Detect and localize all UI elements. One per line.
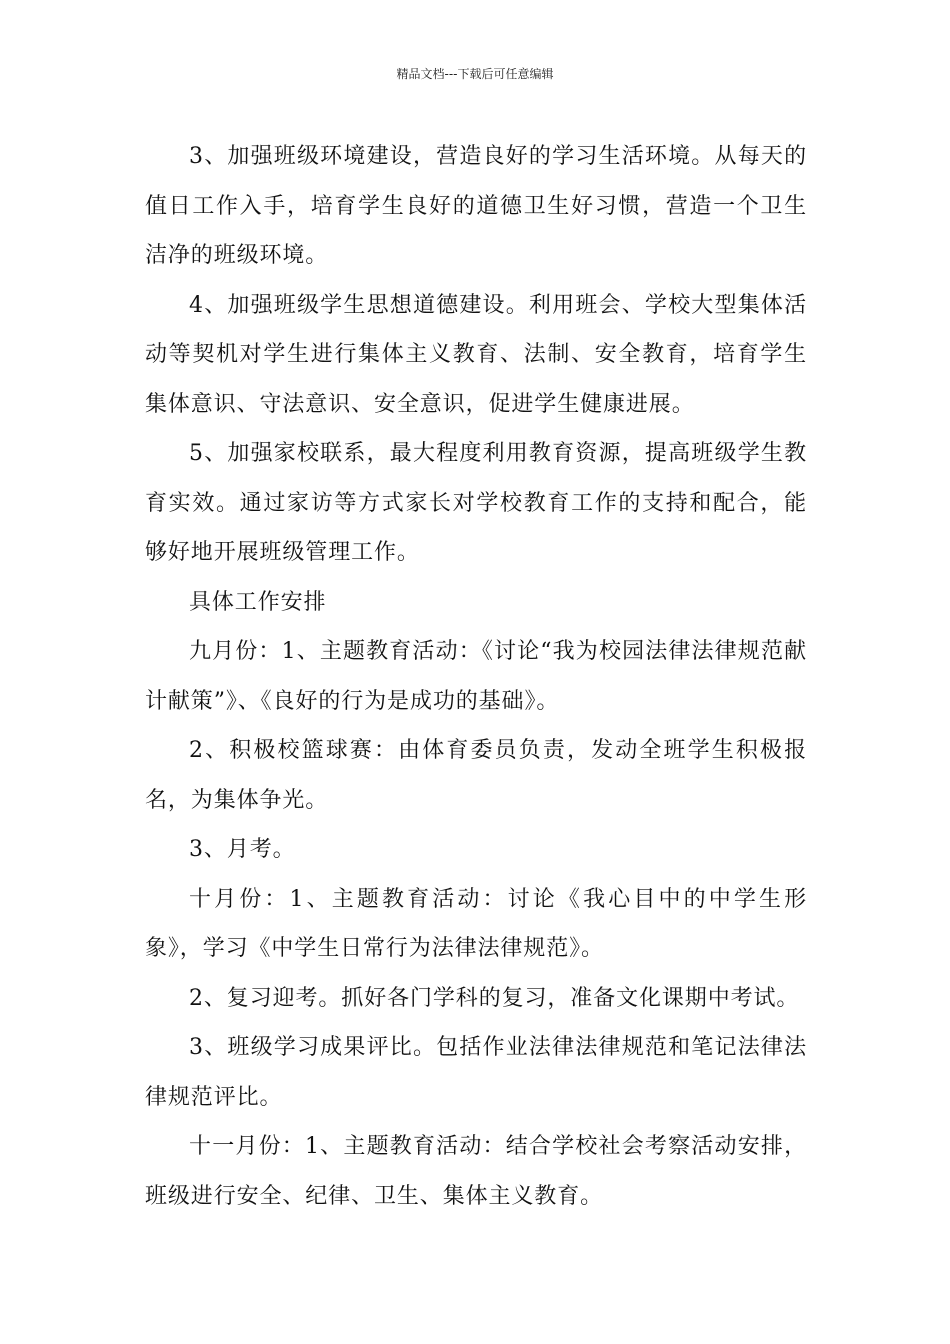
paragraph-october-2: 2、复习迎考。抓好各门学科的复习，准备文化课期中考试。 <box>189 985 800 1011</box>
paragraph-october: 十月份：1、主题教育活动：讨论《我心目中的中学生形象》，学习《中学生日常行为法律法律规范》。 <box>145 886 807 961</box>
paragraph-item-3: 3、加强班级环境建设，营造良好的学习生活环境。从每天的值日工作入手，培育学生良好的道德卫生好习惯，营造一个卫生洁净的班级环境。 <box>145 144 807 268</box>
document-body <box>145 132 807 1221</box>
paragraph-november: 十一月份：1、主题教育活动：结合学校社会考察活动安排，班级进行安全、纪律、卫生、集体主义教育。 <box>145 1134 807 1209</box>
section-heading: 具体工作安排 <box>189 589 327 615</box>
paragraph-september-2: 2、积极校篮球赛：由体育委员负责，发动全班学生积极报名，为集体争光。 <box>145 738 807 813</box>
page-header: 精品文档---下载后可任意编辑 <box>396 67 554 81</box>
paragraph-item-5: 5、加强家校联系，最大程度利用教育资源，提高班级学生教育实效。通过家访等方式家长对学校教育工作的支持和配合，能够好地开展班级管理工作。 <box>145 441 807 565</box>
paragraph-september-3: 3、月考。 <box>189 837 296 862</box>
paragraph-september: 九月份：1、主题教育活动：《讨论“我为校园法律法律规范献计献策”》、《良好的行为是成功的基础》。 <box>145 639 807 714</box>
paragraph-item-4: 4、加强班级学生思想道德建设。利用班会、学校大型集体活动等契机对学生进行集体主义教育、法制、安全教育，培育学生集体意识、守法意识、安全意识，促进学生健康进展。 <box>145 292 807 417</box>
paragraph-october-3: 3、班级学习成果评比。包括作业法律法律规范和笔记法律法律规范评比。 <box>145 1035 807 1110</box>
